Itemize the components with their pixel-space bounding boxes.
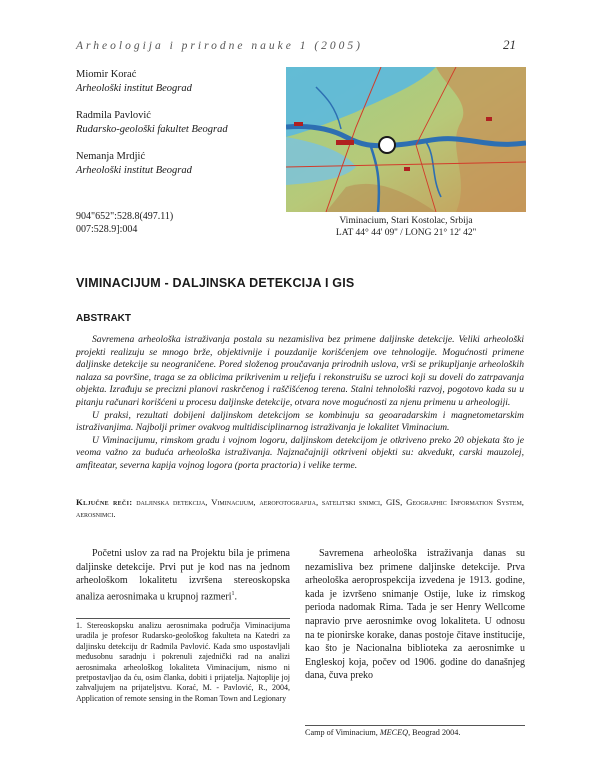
location-map-graphic bbox=[286, 67, 526, 212]
abstract-paragraph: U praksi, rezultati dobijeni daljinskom detekcijom se kombinuju sa geoaradarskim i magnetometarskim istraživanjima. Najbolji primer ovakvog multidisciplinarnog istraživanja je lokalitet Viminacium. bbox=[76, 409, 524, 434]
author-2 bbox=[76, 109, 276, 137]
page-number: 21 bbox=[503, 37, 516, 52]
abstract-paragraph: U Viminacijumu, rimskom gradu i vojnom logoru, daljinskom detekcijom je otkriveno preko 20 objekata što je veoma važno za buduća arheološka istraživanja. Najznačajniji otkriveni objekti su: akvedukt, carski mauzolej, amfiteatar, severna kapija vojnog logora (porta practoria) i velike terme. bbox=[76, 434, 524, 471]
map-caption-place: Viminacium, Stari Kostolac, Srbija bbox=[339, 216, 473, 226]
footnote-text: Camp of Viminacium, bbox=[305, 728, 380, 737]
body-paragraph bbox=[76, 547, 290, 604]
map-caption-coordinates: LAT 44° 44' 09'' / LONG 21° 12' 42'' bbox=[335, 228, 477, 238]
article-title: VIMINACIJUM - DALJINSKA DETEKCIJA I GIS bbox=[76, 276, 355, 290]
footnote-continuation bbox=[305, 727, 525, 738]
footnote-text-end: , Beograd 2004. bbox=[408, 728, 461, 737]
keywords bbox=[76, 496, 524, 520]
footnote-journal: MECEQ bbox=[379, 728, 409, 737]
body-text-end: . bbox=[234, 591, 237, 603]
body-text: Početni uslov za rad na Projektu bila je primena daljinske detekcije. Prvi put je kod nas na jednom arheološkom lokalitetu izvršena stereoskopska analiza aerosnimaka u krupnoj razmeri bbox=[76, 548, 290, 603]
running-header: Arheologija i prirodne nauke 1 (2005) bbox=[76, 40, 363, 52]
footnote-divider-right bbox=[305, 725, 525, 726]
footnote-divider bbox=[76, 618, 290, 619]
body-column-left bbox=[76, 547, 290, 604]
udc-codes bbox=[76, 210, 173, 236]
author-affiliation: Rudarsko-geološki fakultet Beograd bbox=[76, 124, 228, 135]
location-map bbox=[286, 67, 526, 212]
abstract-paragraph: Savremena arheološka istraživanja postala su nezamisliva bez primene daljinske detekcije. Veliki arheološki projekti realizuju se mnogo brže, objektivnije i pouzdanije korišćenjem ove tehnologije. Mogućnosti primene daljinske detekcije su neograničene. Pored složenog proučavanja prirodnih uslova, vrši se prikupljanje arheoloških nalaza sa površine, traga se za oblicima prikrivenim u reljefu i rekonstruišu se uzroci koji su doveli do zatrpavanja objekta. Izrađuju se precizni planovi raskrčenog i raščišćenog terena. Stalni tehnološki razvoj, pogotovo kada su u pitanju računari korišćeni u procesu daljinske detekcije, otvara nove mogućnosti za njenu primenu u arheologiji. bbox=[76, 334, 524, 408]
author-affiliation: Arheološki institut Beograd bbox=[76, 165, 192, 176]
keywords-label: Ključne reči: bbox=[76, 497, 133, 507]
author-name: Nemanja Mrdjić bbox=[76, 151, 146, 162]
udc-code-1: 904"652":528.8(497.11) bbox=[76, 211, 174, 222]
map-caption bbox=[286, 215, 526, 239]
site-marker-icon bbox=[379, 137, 395, 153]
author-name: Miomir Korać bbox=[76, 69, 137, 80]
keywords-text: daljinska detekcija, Viminacijum, aerofotografija, satelitski snimci, GIS, Geographic Information System, aerosnimci. bbox=[76, 497, 524, 519]
udc-code-2: 007:528.9]:004 bbox=[76, 224, 138, 235]
footnote-1: 1. Stereoskopsku analizu aerosnimaka područja Viminacijuma uradila je profesor Rudarsko-geološkog fakulteta na Katedri za daljinsku detekciju dr Radmila Pavlović. Kada smo uspostavljali međusobnu saradnju i pokrenuli zajedničkі rad na analizi aerosnimaka arheološkog lokaliteta Viminacijum, nismo ni pretpostavljao da ću, osim članka, dobiti i prijatelja. Najtoplije joj zahvaljujem na prijateljstvu. Korać, M. - Pavlović, R., 2004, Application of remote sensing in the Roman Town and Legionary bbox=[76, 621, 290, 703]
author-list bbox=[76, 68, 276, 191]
footnote-ref: 1 bbox=[231, 590, 235, 597]
body-column-right bbox=[305, 547, 525, 683]
author-affiliation: Arheološki institut Beograd bbox=[76, 83, 192, 94]
author-1 bbox=[76, 68, 276, 96]
author-3 bbox=[76, 150, 276, 178]
author-name: Radmila Pavlović bbox=[76, 110, 151, 121]
body-paragraph: Savremena arheološka istraživanja danas su nezamisliva bez primene daljinske detekcije. Prva arheološka aeroprospekcija izvedena je 1913. godine, kada je izvršeno snimanje Ostije, luke iz rimskog perioda nadomak Rima. Tada je ser Henry Wellcome napravio prve aerosnimke ovog lokaliteta. U odnosu na te pionirske korake, danas postoje čitave institucije, kao što je Nacionalna biblioteka za aerosnimke u Engleskoj koja, počev od 1906. godine do današnjeg dana, čuva preko bbox=[305, 548, 525, 682]
abstract-text bbox=[76, 334, 524, 473]
abstract-heading: ABSTRAKT bbox=[76, 313, 131, 324]
